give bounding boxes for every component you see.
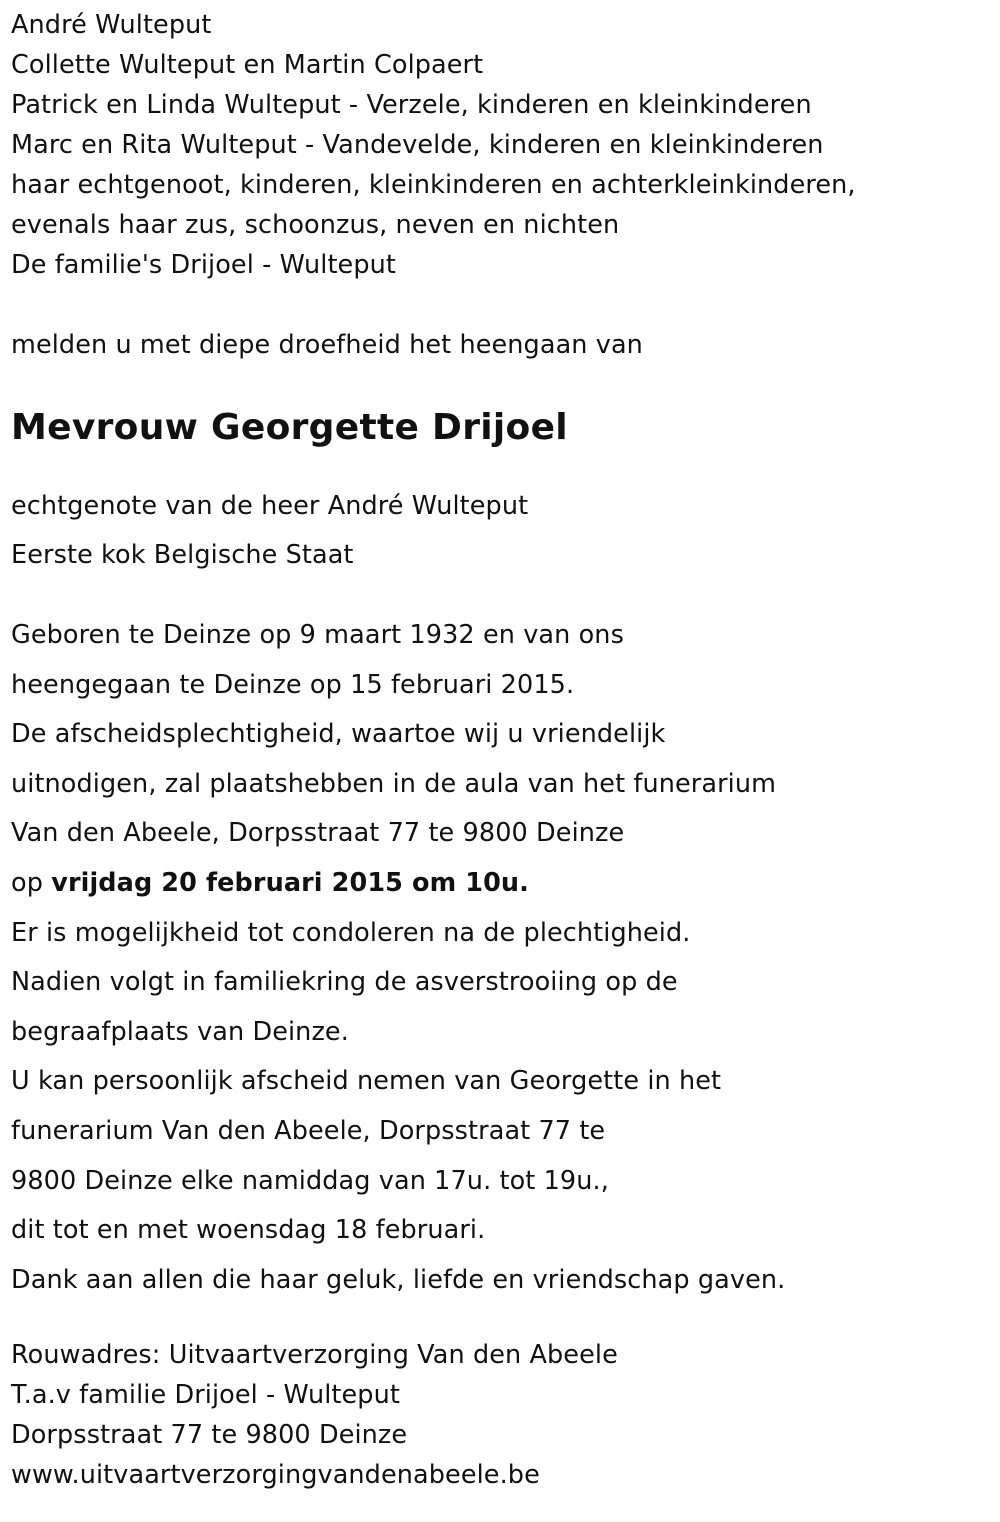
death-line: heengegaan te Deinze op 15 februari 2015. xyxy=(11,669,575,700)
family-line: Marc en Rita Wulteput - Vandevelde, kinderen en kleinkinderen xyxy=(11,130,824,160)
family-line: Collette Wulteput en Martin Colpaert xyxy=(11,50,484,80)
family-list xyxy=(11,5,991,285)
deceased-name: Mevrouw Georgette Drijoel xyxy=(11,407,568,448)
details-line: De afscheidsplechtigheid, waartoe wij u vriendelijk xyxy=(11,719,666,750)
details-line: funerarium Van den Abeele, Dorpsstraat 77 te xyxy=(11,1115,606,1146)
spouse-info xyxy=(11,482,991,580)
details-line: begraafplaats van Deinze. xyxy=(11,1016,349,1047)
details-line: dit tot en met woensdag 18 februari. xyxy=(11,1215,486,1246)
family-line: De familie's Drijoel - Wulteput xyxy=(11,250,396,280)
ceremony-date-line xyxy=(11,859,991,909)
details-line: Nadien volgt in familiekring de asverstrooiing op de xyxy=(11,967,678,998)
venue-line: Van den Abeele, Dorpsstraat 77 te 9800 Deinze xyxy=(11,818,625,849)
details-line: uitnodigen, zal plaatshebben in de aula van het funerarium xyxy=(11,768,777,799)
ceremony-prefix: op xyxy=(11,867,43,898)
thanks-line: Dank aan allen die haar geluk, liefde en vriendschap gaven. xyxy=(11,1264,786,1295)
birth-line: Geboren te Deinze op 9 maart 1932 en van ons xyxy=(11,620,624,650)
family-line: André Wulteput xyxy=(11,10,212,40)
details-line: Er is mogelijkheid tot condoleren na de plechtigheid. xyxy=(11,917,691,948)
address-line: T.a.v familie Drijoel - Wulteput xyxy=(11,1380,400,1411)
mourning-address xyxy=(11,1335,991,1495)
ceremony-details xyxy=(11,611,991,1305)
visiting-hours-line: 9800 Deinze elke namiddag van 17u. tot 19u., xyxy=(11,1165,609,1196)
address-line: Dorpsstraat 77 te 9800 Deinze xyxy=(11,1420,408,1451)
announcement-text: melden u met diepe droefheid het heengaan van xyxy=(11,330,643,360)
occupation-line: Eerste kok Belgische Staat xyxy=(11,540,354,570)
spouse-line: echtgenote van de heer André Wulteput xyxy=(11,491,529,521)
details-line: U kan persoonlijk afscheid nemen van Georgette in het xyxy=(11,1066,722,1097)
death-notice xyxy=(11,5,991,1495)
ceremony-datetime: vrijdag 20 februari 2015 om 10u. xyxy=(51,867,529,898)
family-line: haar echtgenoot, kinderen, kleinkinderen en achterkleinkinderen, xyxy=(11,170,856,200)
website-link[interactable]: www.uitvaartverzorgingvandenabeele.be xyxy=(11,1460,540,1491)
family-line: evenals haar zus, schoonzus, neven en nichten xyxy=(11,210,620,240)
family-line: Patrick en Linda Wulteput - Verzele, kinderen en kleinkinderen xyxy=(11,90,812,120)
address-line: Rouwadres: Uitvaartverzorging Van den Abeele xyxy=(11,1340,618,1371)
